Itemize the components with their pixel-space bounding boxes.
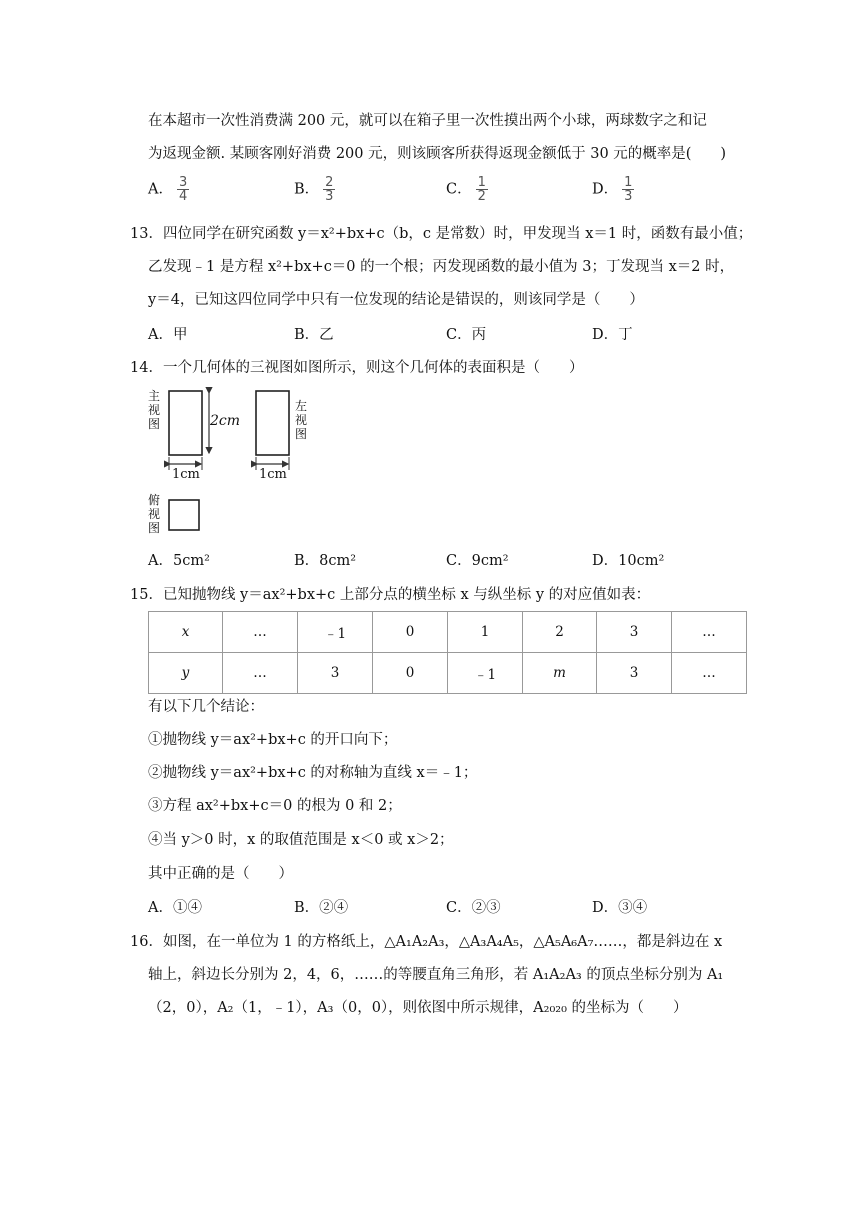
table-cell: 0 (373, 612, 448, 653)
front-view-label: 主视图 (148, 389, 161, 431)
q15-statement-1: ①抛物线 y＝ax²+bx+c 的开口向下； (148, 732, 398, 748)
q14-option-d[interactable]: D．10cm² (592, 553, 665, 569)
value-table (148, 611, 747, 694)
q13-option-d[interactable]: D．丁 (592, 327, 633, 343)
table-cell: 0 (373, 653, 448, 694)
table-row-y (149, 653, 747, 694)
table-cell: … (672, 653, 747, 694)
left-view-rect (256, 391, 289, 455)
q15-intro: 有以下几个结论： (148, 699, 264, 715)
q13-line-3: y＝4，已知这四位同学中只有一位发现的结论是错误的，则该同学是（ ） (148, 292, 644, 308)
table-cell: m (523, 653, 597, 694)
table-cell: 3 (597, 653, 672, 694)
q15-option-c[interactable]: C．②③ (446, 900, 501, 916)
table-cell: 3 (597, 612, 672, 653)
left-width-label: 1cm (259, 467, 287, 482)
top-view-rect (169, 500, 199, 530)
table-cell: … (223, 612, 298, 653)
table-cell: 1 (448, 612, 523, 653)
q15-option-a[interactable]: A．①④ (148, 900, 202, 916)
q15-statement-4: ④当 y＞0 时，x 的取值范围是 x＜0 或 x＞2； (148, 832, 454, 848)
q12-option-c[interactable]: C． $\frac{1}{2}$ (446, 175, 486, 204)
fraction: $\frac{1}{2}$ (477, 175, 486, 204)
q16-line-1: 16．如图，在一单位为 1 的方格纸上，△A₁A₂A₃，△A₃A₄A₅，△A₅A₆A₇……，都是斜边在 x (130, 934, 723, 950)
table-cell: … (223, 653, 298, 694)
q15-line-1: 15．已知抛物线 y＝ax²+bx+c 上部分点的横坐标 x 与纵坐标 y 的对应值如表： (130, 587, 651, 603)
q13-option-c[interactable]: C．丙 (446, 327, 487, 343)
q13-option-a[interactable]: A．甲 (148, 327, 188, 343)
top-view-label: 俯视图 (148, 493, 161, 535)
front-view-rect (169, 391, 202, 455)
fraction: $\frac{2}{3}$ (325, 175, 334, 204)
table-cell: … (672, 612, 747, 653)
fraction: $\frac{3}{4}$ (178, 175, 188, 204)
q12-line-2: 为返现金额. 某顾客刚好消费 200 元，则该顾客所获得返现金额低于 30 元的概率是( ) (148, 146, 727, 162)
table-cell: y (149, 653, 223, 694)
table-cell: 3 (298, 653, 373, 694)
three-view-figure (146, 385, 316, 539)
q12-option-b[interactable]: B． $\frac{2}{3}$ (294, 175, 334, 204)
q12-line-1: 在本超市一次性消费满 200 元，就可以在箱子里一次性摸出两个小球，两球数字之和记 (148, 113, 707, 129)
q14-option-a[interactable]: A．5cm² (148, 553, 210, 569)
q16-line-3: （2，0），A₂（1，﹣1），A₃（0，0），则依图中所示规律，A₂₀₂₀ 的坐标为（ ） (148, 1000, 688, 1016)
table-cell: ﹣1 (298, 612, 373, 653)
q12-option-a[interactable]: A． $\frac{3}{4}$ (148, 175, 188, 204)
height-label: 2cm (210, 413, 241, 429)
q13-line-2: 乙发现﹣1 是方程 x²+bx+c＝0 的一个根；丙发现函数的最小值为 3；丁发现当 x＝2 时， (148, 259, 735, 275)
q15-option-d[interactable]: D．③④ (592, 900, 648, 916)
fraction: $\frac{1}{3}$ (624, 175, 633, 204)
q16-line-2: 轴上，斜边长分别为 2，4，6，……的等腰直角三角形，若 A₁A₂A₃ 的顶点坐标分别为 A₁ (148, 967, 724, 983)
front-width-label: 1cm (172, 467, 200, 482)
three-view-drawing (146, 385, 316, 535)
table-cell: 2 (523, 612, 597, 653)
q14-option-c[interactable]: C．9cm² (446, 553, 509, 569)
q15-ask: 其中正确的是（ ） (148, 866, 293, 882)
q12-option-d[interactable]: D． $\frac{1}{3}$ (592, 175, 633, 204)
table-cell: x (149, 612, 223, 653)
left-view-label: 左视图 (295, 399, 308, 441)
q15-statement-3: ③方程 ax²+bx+c＝0 的根为 0 和 2； (148, 798, 402, 814)
table-cell: ﹣1 (448, 653, 523, 694)
q13-line-1: 13．四位同学在研究函数 y＝x²+bx+c（b，c 是常数）时，甲发现当 x＝1 时，函数有最小值； (130, 226, 753, 242)
table-row-x (149, 612, 747, 653)
q14-line-1: 14．一个几何体的三视图如图所示，则这个几何体的表面积是（ ） (130, 360, 584, 376)
q15-statement-2: ②抛物线 y＝ax²+bx+c 的对称轴为直线 x＝﹣1； (148, 765, 478, 781)
q14-option-b[interactable]: B．8cm² (294, 553, 357, 569)
q15-option-b[interactable]: B．②④ (294, 900, 349, 916)
q13-option-b[interactable]: B．乙 (294, 327, 334, 343)
